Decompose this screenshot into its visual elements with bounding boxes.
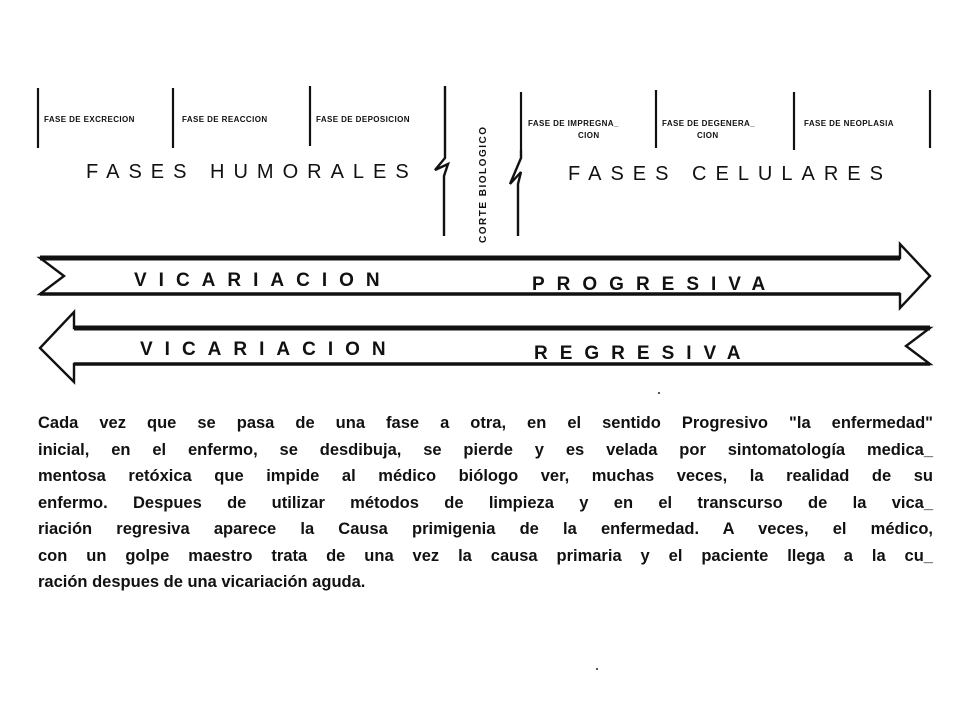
paragraph-line: inicial, en el enfermo, se desdibuja, se pierde y es velada por sintomatología medica_	[38, 440, 933, 459]
phase-degeneracion: FASE DE DEGENERA_	[662, 119, 756, 128]
phase-excrecion: FASE DE EXCRECION	[44, 115, 135, 124]
biological-cut-right-line	[510, 150, 521, 236]
paragraph-line: Cada vez que se pasa de una fase a otra, en el sentido Progresivo "la enfermedad"	[38, 414, 933, 432]
speck	[658, 392, 660, 394]
phase-impregnacion: FASE DE IMPREGNA_	[528, 119, 619, 128]
paragraph-line: enfermo. Despues de utilizar métodos de limpieza y en el transcurso de la vica_	[38, 493, 933, 512]
phase-degeneracion-cont: CION	[697, 131, 719, 140]
progressive-word-progresiva: PROGRESIVA	[532, 274, 778, 295]
phase-neoplasia: FASE DE NEOPLASIA	[804, 119, 894, 128]
speck	[596, 668, 598, 670]
biological-cut-left-line	[435, 86, 448, 236]
paragraph-line: con un golpe maestro trata de una vez la causa primaria y el paciente llega a la cu_	[38, 546, 933, 565]
paragraph-line: riación regresiva aparece la Causa primigenia de la enfermedad. A veces, el médico,	[38, 520, 933, 538]
phase-deposicion: FASE DE DEPOSICION	[316, 115, 410, 124]
explanation-paragraph	[38, 410, 933, 596]
paragraph-line: ración despues de una vicariación aguda.	[38, 573, 366, 591]
group-humoral-label: FASES HUMORALES	[86, 161, 418, 183]
paragraph-line: mentosa retóxica que impide al médico biólogo ver, muchas veces, la realidad de su	[38, 467, 933, 485]
group-cellular-label: FASES CELULARES	[568, 163, 892, 185]
regressive-word-regresiva: REGRESIVA	[534, 343, 753, 364]
biological-cut-label: CORTE BIOLOGICO	[478, 125, 489, 243]
progressive-word-vicariacion: VICARIACION	[134, 270, 392, 291]
phase-impregnacion-cont: CION	[578, 131, 600, 140]
phase-reaccion: FASE DE REACCION	[182, 115, 268, 124]
regressive-word-vicariacion: VICARIACION	[140, 339, 398, 360]
